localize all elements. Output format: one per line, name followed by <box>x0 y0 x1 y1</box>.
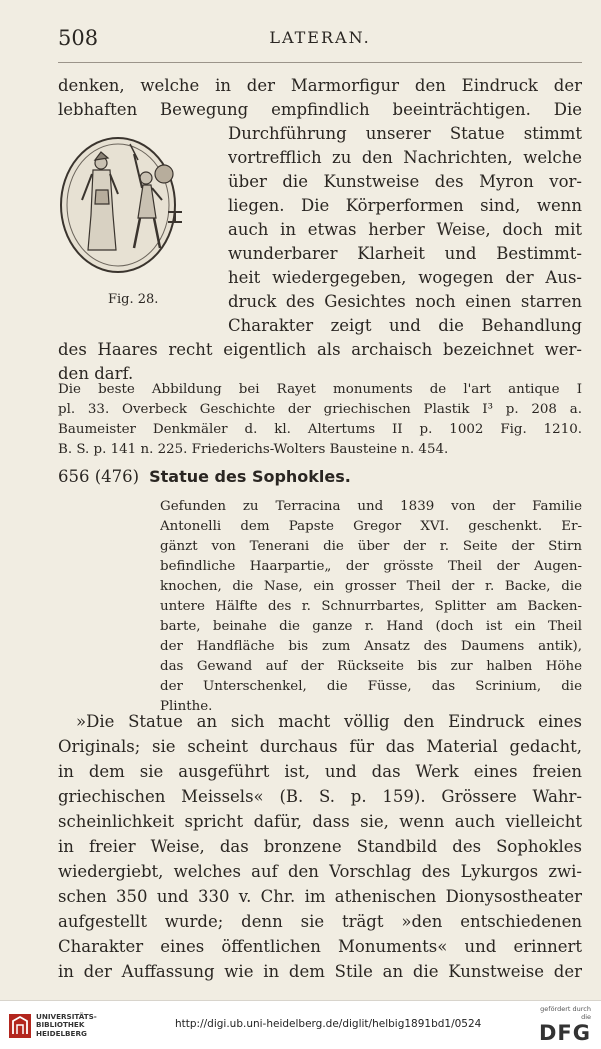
library-name-line: BIBLIOTHEK <box>36 1020 85 1030</box>
description-line: knochen, die Nase, ein grosser Theil der r. Backe, die <box>160 579 582 594</box>
section-heading <box>58 467 582 493</box>
body-line: vortrefflich zu den Nachrichten, welche <box>228 148 582 167</box>
body-line: griechischen Meissels« (B. S. p. 159). Grössere Wahr- <box>58 787 582 806</box>
dfg-logo: DFG <box>538 1021 591 1045</box>
body-line: lebhaften Bewegung empfindlich beeinträchtigen. Die <box>58 100 582 119</box>
body-line: denken, welche in der Marmorfigur den Eindruck der <box>58 76 582 95</box>
description-line: das Gewand auf der Rückseite bis zur halben Höhe <box>160 659 582 674</box>
body-line: in dem sie ausgeführt ist, und das Werk eines freien <box>58 762 582 781</box>
funder-logo[interactable] <box>531 1005 591 1045</box>
description-line: Gefunden zu Terracina und 1839 von der Familie <box>160 499 582 514</box>
description-line: untere Hälfte des r. Schnurrbartes, Splitter am Backen- <box>160 599 582 614</box>
reference-line: Baumeister Denkmäler d. kl. Altertums II p. 1002 Fig. 1210. <box>58 422 582 437</box>
body-line: schen 350 und 330 v. Chr. im athenischen Dionysostheater <box>58 887 582 906</box>
body-line: in freier Weise, das bronzene Standbild des Sophokles <box>58 837 582 856</box>
coin-illustration <box>58 130 218 310</box>
body-line: Durchführung unserer Statue stimmt <box>228 124 582 143</box>
description-line: der Unterschenkel, die Füsse, das Scrinium, die <box>160 679 582 694</box>
reference-line: pl. 33. Overbeck Geschichte der griechischen Plastik I³ p. 208 a. <box>58 402 582 417</box>
funder-note: gefördert durch die <box>540 1005 591 1021</box>
description-line: barte, beinahe die ganze r. Hand (doch ist ein Theil <box>160 619 582 634</box>
running-title: LATERAN. <box>269 28 371 47</box>
section-title: Statue des Sophokles. <box>149 467 351 486</box>
page-header <box>58 26 582 56</box>
body-line: Charakter zeigt und die Behandlung <box>228 316 582 335</box>
page-number: 508 <box>58 26 99 50</box>
body-line: in der Auffassung wie in dem Stile an die Kunstweise der <box>58 962 582 981</box>
body-line: wiedergiebt, welches auf den Vorschlag des Lykurgos zwi- <box>58 862 582 881</box>
body-line: heit wiedergegeben, wogegen der Aus- <box>228 268 582 287</box>
reference-line: Die beste Abbildung bei Rayet monuments de l'art antique I <box>58 382 582 397</box>
body-line: auch in etwas herber Weise, doch mit <box>228 220 582 239</box>
permalink-url[interactable]: http://digi.ub.uni-heidelberg.de/diglit/helbig1891bd1/0524 <box>175 1018 482 1030</box>
section-number: 656 (476) <box>58 467 140 486</box>
description-line: Antonelli dem Papste Gregor XVI. geschenkt. Er- <box>160 519 582 534</box>
body-line: aufgestellt wurde; denn sie trägt »den entschiedenen <box>58 912 582 931</box>
library-seal-icon <box>8 1013 32 1039</box>
viewer-footer <box>0 1000 601 1049</box>
body-line: »Die Statue an sich macht völlig den Eindruck eines <box>76 712 582 731</box>
body-line: liegen. Die Körperformen sind, wenn <box>228 196 582 215</box>
body-line: Charakter eines öffentlichen Monuments« und erinnert <box>58 937 582 956</box>
library-name-line: HEIDELBERG <box>36 1028 87 1038</box>
library-logo[interactable] <box>8 1011 168 1045</box>
description-line: der Handfläche bis zum Ansatz des Daumens antik), <box>160 639 582 654</box>
body-line: den darf. <box>58 364 134 383</box>
coin-figure <box>58 130 218 310</box>
body-line: wunderbarer Klarheit und Bestimmt- <box>228 244 582 263</box>
description-line: gänzt von Tenerani die über der r. Seite der Stirn <box>160 539 582 554</box>
body-line: des Haares recht eigentlich als archaisch bezeichnet wer- <box>58 340 582 359</box>
library-name-line: UNIVERSITÄTS- <box>36 1012 97 1021</box>
reference-line: B. S. p. 141 n. 225. Friederichs-Wolters Bausteine n. 454. <box>58 442 449 457</box>
library-name <box>36 1013 97 1038</box>
body-line: Originals; sie scheint durchaus für das Material gedacht, <box>58 737 582 756</box>
header-rule <box>58 62 582 63</box>
description-line: befindliche Haarpartie„ der grösste Theil der Augen- <box>160 559 582 574</box>
body-line: über die Kunstweise des Myron vor- <box>228 172 582 191</box>
body-line: druck des Gesichtes noch einen starren <box>228 292 582 311</box>
description-line: Plinthe. <box>160 699 213 714</box>
body-line: scheinlichkeit spricht dafür, dass sie, wenn auch vielleicht <box>58 812 582 831</box>
figure-caption: Fig. 28. <box>108 292 159 307</box>
